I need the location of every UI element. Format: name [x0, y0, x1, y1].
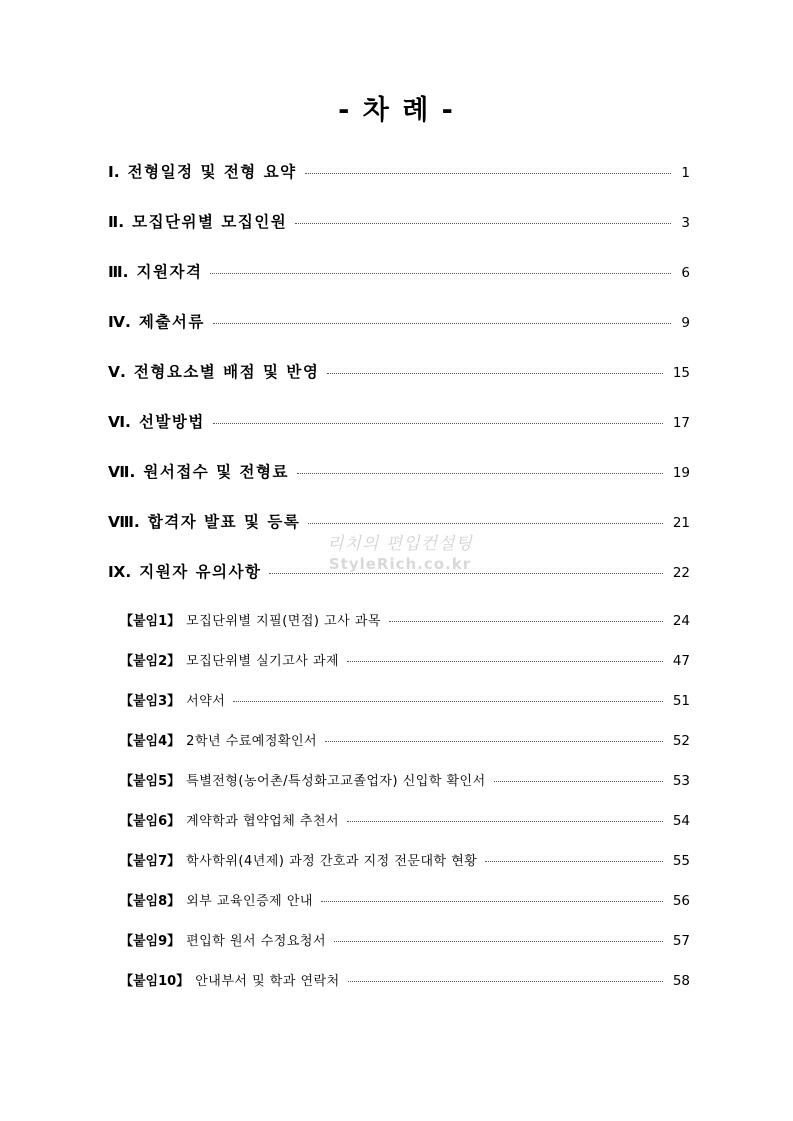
toc-leader-dots [308, 523, 663, 524]
appendix-label: 모집단위별 실기고사 과제 [186, 654, 340, 669]
toc-number: Ⅳ. [108, 313, 131, 331]
toc-number: Ⅴ. [108, 363, 126, 381]
toc-page-number: 3 [681, 215, 690, 231]
appendix-label: 학사학위(4년제) 과정 간호과 지정 전문대학 현황 [186, 854, 478, 869]
toc-number: Ⅵ. [108, 413, 131, 431]
toc-number: Ⅸ. [108, 563, 132, 581]
toc-number: Ⅶ. [108, 463, 136, 481]
toc-leader-dots [213, 323, 672, 324]
appendix-number: 【붙임5】 [120, 774, 181, 789]
toc-leader-dots [494, 781, 663, 782]
toc-label: 선발방법 [138, 413, 205, 431]
toc-leader-dots [297, 473, 663, 474]
appendix-number: 【붙임9】 [120, 934, 181, 949]
appendix-page-number: 51 [672, 693, 690, 709]
toc-page-number: 19 [672, 465, 690, 481]
toc-leader-dots [325, 741, 663, 742]
toc-leader-dots [210, 273, 671, 274]
appendix-number: 【붙임2】 [120, 654, 181, 669]
appendix-page-number: 54 [672, 813, 690, 829]
toc-leader-dots [213, 423, 663, 424]
toc-number: Ⅰ. [108, 163, 120, 181]
appendix-number: 【붙임7】 [120, 854, 181, 869]
appendix-number: 【붙임10】 [120, 974, 190, 989]
appendix-entry[interactable] [120, 810, 690, 829]
appendix-label: 안내부서 및 학과 연락처 [195, 974, 340, 989]
appendix-label: 계약학과 협약업체 추천서 [186, 814, 340, 829]
appendix-page-number: 24 [672, 613, 690, 629]
appendix-label: 특별전형(농어촌/특성화고교졸업자) 신입학 확인서 [186, 774, 486, 789]
appendix-page-number: 57 [672, 933, 690, 949]
toc-entry[interactable] [108, 210, 690, 232]
toc-leader-dots [305, 173, 672, 174]
toc-leader-dots [321, 901, 663, 902]
toc-page-number: 21 [672, 515, 690, 531]
appendix-label: 모집단위별 지필(면접) 고사 과목 [186, 614, 381, 629]
toc-number: Ⅱ. [108, 213, 125, 231]
toc-label: 지원자격 [136, 263, 203, 281]
appendix-page-number: 52 [672, 733, 690, 749]
appendix-page-number: 56 [672, 893, 690, 909]
toc-number: Ⅷ. [108, 513, 140, 531]
watermark-text-url: StyleRich.co.kr [328, 555, 472, 573]
toc-entry[interactable] [108, 510, 690, 532]
appendix-page-number: 55 [672, 853, 690, 869]
toc-entry[interactable] [108, 360, 690, 382]
toc-leader-dots [233, 701, 662, 702]
toc-label: 지원자 유의사항 [139, 563, 262, 581]
toc-leader-dots [334, 941, 663, 942]
toc-label: 제출서류 [138, 313, 205, 331]
toc-page-number: 22 [672, 565, 690, 581]
toc-label: 전형일정 및 전형 요약 [127, 163, 297, 181]
toc-page-number: 1 [681, 165, 690, 181]
appendix-entry[interactable] [120, 890, 690, 909]
appendix-number: 【붙임3】 [120, 694, 181, 709]
appendix-label: 2학년 수료예정확인서 [186, 734, 318, 749]
appendix-entry[interactable] [120, 690, 690, 709]
appendix-entry[interactable] [120, 730, 690, 749]
appendix-entry[interactable] [120, 610, 690, 629]
appendix-entry[interactable] [120, 650, 690, 669]
watermark-text-korean: 리치의 편입컨설팅 [327, 534, 473, 554]
toc-leader-dots [327, 373, 663, 374]
page-title: - 차 례 - [338, 95, 455, 126]
appendix-number: 【붙임1】 [120, 614, 181, 629]
toc-leader-dots [485, 861, 662, 862]
toc-label: 전형요소별 배점 및 반영 [133, 363, 320, 381]
toc-label: 원서접수 및 전형료 [143, 463, 289, 481]
appendix-entry[interactable] [120, 770, 690, 789]
toc-leader-dots [389, 621, 663, 622]
toc-entry[interactable] [108, 260, 690, 282]
appendix-entry[interactable] [120, 850, 690, 869]
appendix-label: 외부 교육인증제 안내 [186, 894, 313, 909]
toc-page-number: 6 [681, 265, 690, 281]
appendix-number: 【붙임6】 [120, 814, 181, 829]
toc-entry[interactable] [108, 460, 690, 482]
appendix-number: 【붙임4】 [120, 734, 181, 749]
toc-leader-dots [347, 661, 663, 662]
toc-label: 합격자 발표 및 등록 [147, 513, 301, 531]
appendix-page-number: 58 [672, 973, 690, 989]
toc-label: 모집단위별 모집인원 [132, 213, 288, 231]
appendix-entry[interactable] [120, 930, 690, 949]
appendix-label: 서약서 [186, 694, 226, 709]
toc-page-number: 15 [672, 365, 690, 381]
toc-entry[interactable] [108, 560, 690, 582]
toc-entry[interactable] [108, 310, 690, 332]
toc-entry[interactable] [108, 410, 690, 432]
appendix-entry[interactable] [120, 970, 690, 989]
toc-leader-dots [295, 223, 671, 224]
appendix-page-number: 47 [672, 653, 690, 669]
toc-leader-dots [269, 573, 662, 574]
appendix-label: 편입학 원서 수정요청서 [186, 934, 327, 949]
toc-page-number: 17 [672, 415, 690, 431]
appendix-page-number: 53 [672, 773, 690, 789]
appendix-number: 【붙임8】 [120, 894, 181, 909]
toc-number: Ⅲ. [108, 263, 129, 281]
toc-leader-dots [347, 821, 663, 822]
toc-leader-dots [348, 981, 663, 982]
toc-page-number: 9 [681, 315, 690, 331]
toc-entry[interactable] [108, 160, 690, 182]
